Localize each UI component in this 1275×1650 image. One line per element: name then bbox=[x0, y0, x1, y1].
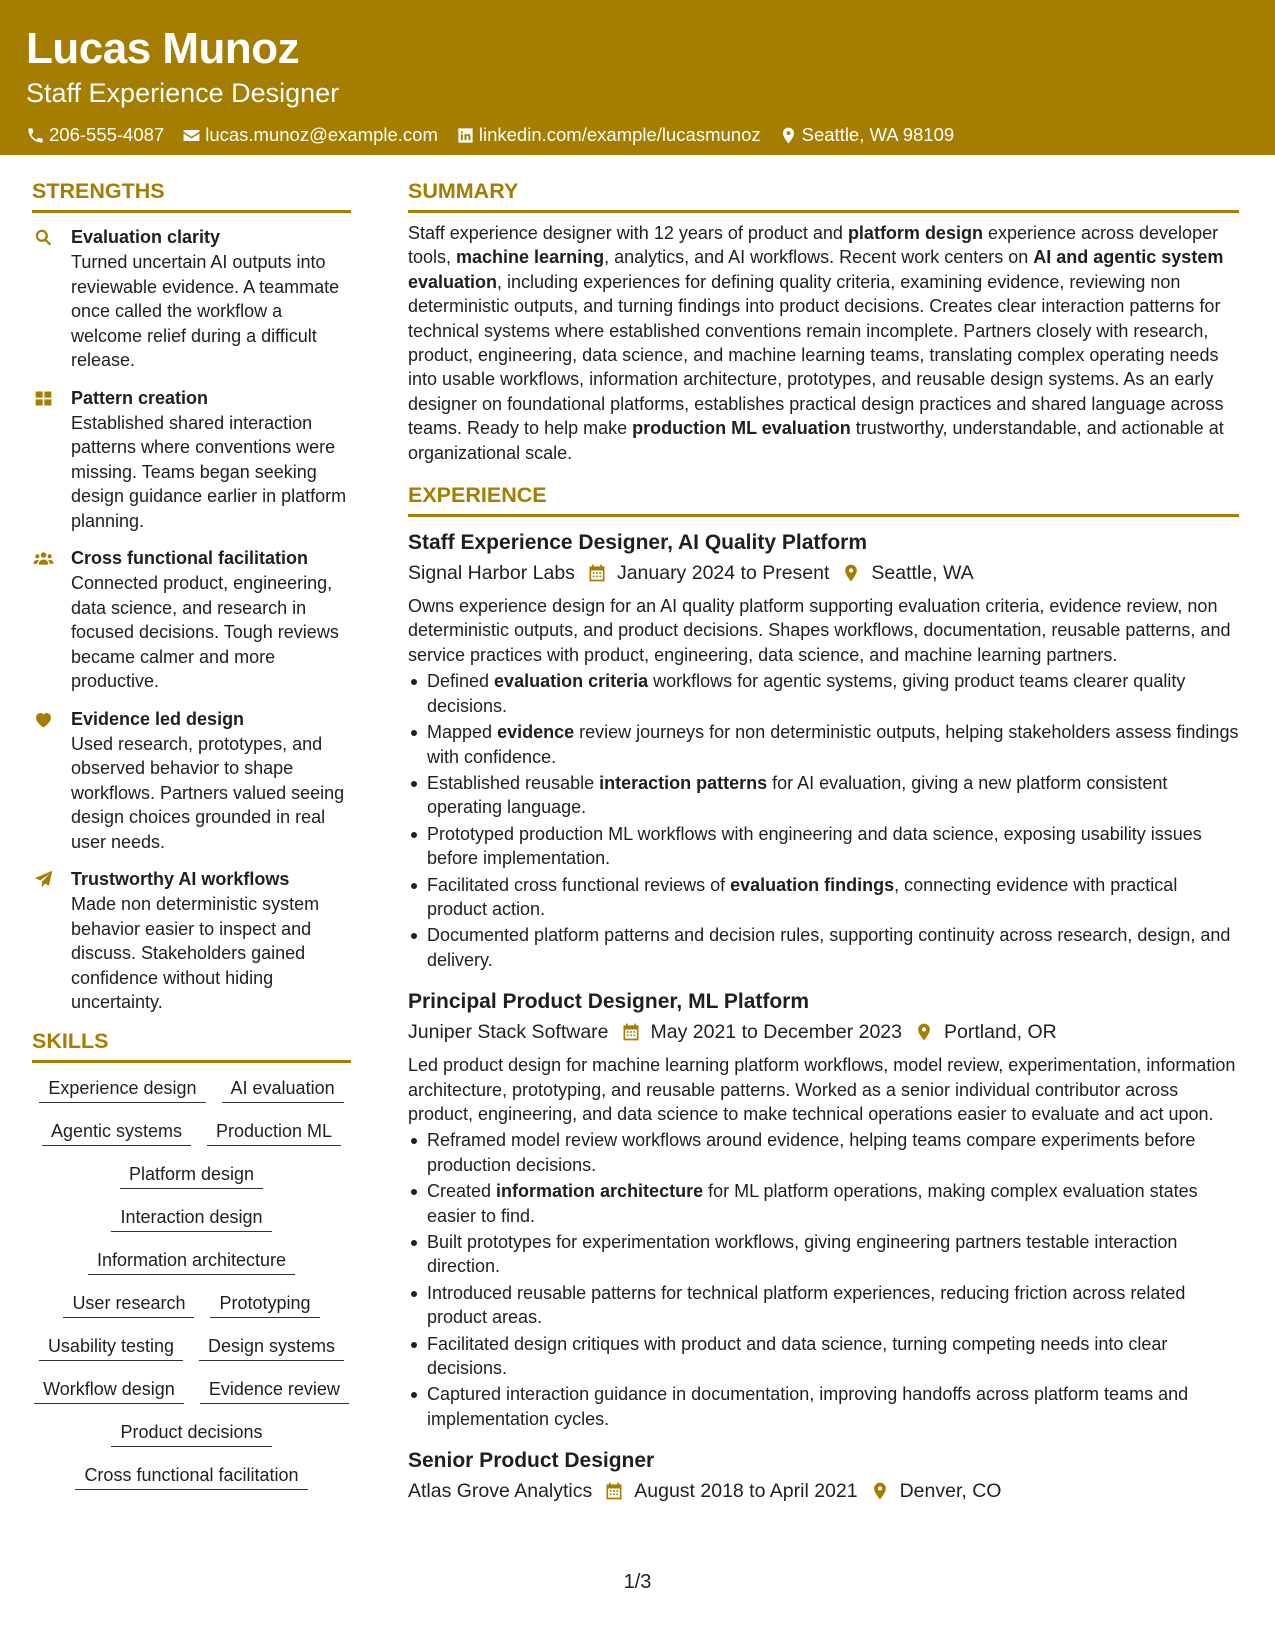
summary-paragraph bbox=[408, 221, 1239, 465]
calendar-icon bbox=[621, 1022, 641, 1042]
map-pin-icon bbox=[914, 1022, 934, 1042]
grid-icon bbox=[33, 388, 54, 409]
summary-text: , including experiences for defining quality criteria, examining evidence, reviewing non deterministic outputs, and turning findings into product decisions. Creates clear interaction patterns for technical systems where established conventions remain incomplete. Partners closely with research, product, engineering, data science, and machine learning teams, translating complex operating needs into usable workflows, information architecture, prototypes, and reusable design systems. As an early designer on foundational platforms, establishes practical design practices and shared language across teams. Ready to help make bbox=[408, 271, 1224, 439]
summary-bold: machine learning bbox=[456, 247, 605, 268]
skills-section bbox=[32, 1028, 351, 1490]
bullet-text: Created bbox=[427, 1181, 497, 1202]
job-location: Portland, OR bbox=[944, 1021, 1057, 1044]
strength-desc: Connected product, engineering, data science, and research in focused decisions. Tough reviews became calmer and more productive. bbox=[71, 573, 339, 691]
job-meta bbox=[408, 559, 1239, 587]
contact-bar bbox=[26, 123, 1275, 147]
bullet-item bbox=[408, 873, 1239, 922]
map-pin-icon bbox=[870, 1481, 890, 1501]
bullet-text: Defined bbox=[427, 671, 495, 692]
strength-desc: Turned uncertain AI outputs into reviewable evidence. A teammate once called the workflow a welcome relief during a difficult release. bbox=[71, 252, 340, 370]
bullet-text: Captured interaction guidance in documentation, improving handoffs across platform teams and implementation cycles. bbox=[427, 1384, 1189, 1429]
bullet-item bbox=[408, 1179, 1239, 1228]
resume-header bbox=[0, 0, 1275, 155]
bullet-item bbox=[408, 1230, 1239, 1279]
bullet-bold: evidence bbox=[497, 722, 575, 743]
skill-tag: Workflow design bbox=[34, 1376, 184, 1404]
job-dates: May 2021 to December 2023 bbox=[650, 1021, 902, 1044]
bullet-item bbox=[408, 1332, 1239, 1381]
skill-tag: Interaction design bbox=[111, 1204, 271, 1232]
job-company: Juniper Stack Software bbox=[408, 1021, 609, 1044]
envelope-icon bbox=[182, 126, 201, 145]
linkedin-text: linkedin.com/example/lucasmunoz bbox=[478, 124, 761, 145]
job-title: Principal Product Designer, ML Platform bbox=[408, 990, 810, 1014]
job-location: Seattle, WA bbox=[871, 562, 974, 585]
contact-phone[interactable] bbox=[26, 123, 164, 147]
bullet-item bbox=[408, 771, 1239, 820]
skills-heading: SKILLS bbox=[32, 1028, 351, 1063]
summary-text: experience across developer tools, bbox=[408, 223, 1219, 268]
experience-section bbox=[408, 482, 1239, 1505]
phone-text: 206-555-4087 bbox=[49, 124, 165, 145]
right-column bbox=[408, 178, 1239, 1505]
skill-tag: Prototyping bbox=[210, 1290, 319, 1318]
strength-item bbox=[32, 707, 351, 855]
strength-item bbox=[32, 386, 351, 534]
skill-tag: User research bbox=[63, 1290, 194, 1318]
skills-list bbox=[32, 1075, 351, 1490]
job-title: Senior Product Designer bbox=[408, 1449, 655, 1473]
bullet-bold: evaluation findings bbox=[730, 874, 895, 895]
strength-title: Trustworthy AI workflows bbox=[71, 869, 290, 889]
strengths-heading: STRENGTHS bbox=[32, 178, 351, 213]
page-number: 1/3 bbox=[623, 1571, 652, 1593]
left-column bbox=[32, 178, 351, 1490]
skill-tag: Platform design bbox=[120, 1161, 263, 1189]
bullet-text: Introduced reusable patterns for technical platform experiences, reducing friction across related product areas. bbox=[427, 1282, 1186, 1328]
bullet-text: Prototyped production ML workflows with engineering and data science, exposing usability issues before implementation. bbox=[427, 823, 1202, 869]
skill-tag: Information architecture bbox=[88, 1247, 295, 1275]
linkedin-icon bbox=[456, 126, 475, 145]
candidate-name: Lucas Munoz bbox=[26, 24, 300, 73]
heart-icon bbox=[33, 709, 54, 730]
summary-text: trustworthy, understandable, and actionable at organizational scale. bbox=[408, 418, 1224, 463]
strength-item bbox=[32, 546, 351, 694]
skill-tag: Evidence review bbox=[200, 1376, 349, 1404]
bullet-item bbox=[408, 669, 1239, 718]
job-description: Led product design for machine learning platform workflows, model review, experimentation, information architecture, prototyping, and reusable patterns. Worked as a senior individual contributor across product, engineering, and data science to make technical operations easier to evaluate and act upon. bbox=[408, 1055, 1236, 1124]
bullet-item bbox=[408, 1128, 1239, 1177]
bullet-text: Mapped bbox=[427, 722, 498, 743]
bullet-text: for AI evaluation, giving a new platform consistent operating language. bbox=[427, 772, 1168, 818]
candidate-role: Staff Experience Designer bbox=[26, 78, 340, 108]
strength-item bbox=[32, 225, 351, 373]
skill-tag: Usability testing bbox=[39, 1333, 183, 1361]
job-meta bbox=[408, 1018, 1239, 1046]
bullet-text: for ML platform operations, making complex evaluation states easier to find. bbox=[427, 1181, 1198, 1226]
job-bullets bbox=[408, 669, 1239, 972]
strength-desc: Established shared interaction patterns where conventions were missing. Teams began seeking design guidance earlier in platform planning. bbox=[71, 412, 347, 531]
bullet-text: Built prototypes for experimentation workflows, giving engineering partners testable interaction direction. bbox=[427, 1232, 1178, 1277]
bullet-text: review journeys for non deterministic outputs, helping stakeholders assess findings with confidence. bbox=[427, 722, 1239, 767]
paper-plane-icon bbox=[33, 869, 54, 890]
job-dates: January 2024 to Present bbox=[616, 562, 830, 585]
job-title: Staff Experience Designer, AI Quality Platform bbox=[408, 531, 868, 555]
strength-item bbox=[32, 867, 351, 1015]
job-entry bbox=[408, 529, 1239, 972]
calendar-icon bbox=[604, 1481, 624, 1501]
contact-email[interactable] bbox=[182, 123, 438, 147]
skill-tag: Design systems bbox=[199, 1333, 344, 1361]
strengths-list bbox=[32, 225, 351, 1015]
experience-heading: EXPERIENCE bbox=[408, 482, 1239, 517]
contact-location bbox=[779, 123, 955, 147]
bullet-text: , connecting evidence with practical product action. bbox=[427, 874, 1178, 919]
contact-linkedin[interactable] bbox=[456, 123, 761, 147]
map-pin-icon bbox=[841, 563, 861, 583]
summary-bold: production ML evaluation bbox=[632, 418, 851, 439]
job-meta bbox=[408, 1477, 1239, 1505]
map-pin-icon bbox=[779, 126, 798, 145]
strength-title: Pattern creation bbox=[71, 387, 209, 408]
bullet-item bbox=[408, 1281, 1239, 1330]
skill-tag: Agentic systems bbox=[42, 1118, 191, 1146]
strength-title: Cross functional facilitation bbox=[71, 548, 309, 568]
bullet-text: Reframed model review workflows around evidence, helping teams compare experiments before production decisions. bbox=[427, 1130, 1196, 1175]
bullet-text: Facilitated design critiques with product and data science, turning competing needs into clear decisions. bbox=[427, 1333, 1168, 1379]
skill-tag: AI evaluation bbox=[222, 1075, 344, 1103]
bullet-item bbox=[408, 923, 1239, 972]
bullet-bold: information architecture bbox=[496, 1181, 704, 1202]
phone-icon bbox=[26, 126, 45, 145]
skill-tag: Production ML bbox=[207, 1118, 341, 1146]
bullet-text: workflows for agentic systems, giving product teams clearer quality decisions. bbox=[427, 671, 1186, 716]
strength-desc: Used research, prototypes, and observed behavior to shape workflows. Partners valued seeing design choices grounded in real user needs. bbox=[71, 733, 345, 852]
search-icon bbox=[33, 227, 54, 248]
bullet-item bbox=[408, 1382, 1239, 1431]
email-text: lucas.munoz@example.com bbox=[205, 124, 438, 145]
skill-tag: Cross functional facilitation bbox=[75, 1462, 307, 1490]
strength-title: Evidence led design bbox=[71, 708, 245, 729]
summary-bold: platform design bbox=[847, 223, 983, 243]
bullet-bold: evaluation criteria bbox=[494, 671, 649, 692]
bullet-text: Documented platform patterns and decision rules, supporting continuity across research, design, and delivery. bbox=[427, 925, 1231, 970]
bullet-text: Established reusable bbox=[427, 772, 600, 793]
job-location: Denver, CO bbox=[899, 1480, 1002, 1503]
bullet-item bbox=[408, 720, 1239, 769]
skill-tag: Product decisions bbox=[111, 1419, 271, 1447]
bullet-item bbox=[408, 822, 1239, 871]
job-bullets bbox=[408, 1128, 1239, 1431]
calendar-icon bbox=[587, 563, 607, 583]
location-text: Seattle, WA 98109 bbox=[801, 124, 955, 145]
bullet-text: Facilitated cross functional reviews of bbox=[427, 874, 731, 895]
strength-desc: Made non deterministic system behavior easier to inspect and discuss. Stakeholders gained confidence without hiding uncertainty. bbox=[71, 894, 320, 1012]
job-entry bbox=[408, 1447, 1239, 1505]
summary-text: Staff experience designer with 12 years of product and bbox=[408, 223, 848, 243]
bullet-bold: interaction patterns bbox=[599, 772, 768, 793]
job-list bbox=[408, 529, 1239, 1505]
summary-bold: AI and agentic system evaluation bbox=[408, 247, 1224, 292]
job-dates: August 2018 to April 2021 bbox=[634, 1480, 858, 1503]
job-company: Signal Harbor Labs bbox=[408, 562, 575, 585]
skill-tag: Experience design bbox=[39, 1075, 205, 1103]
summary-text: , analytics, and AI workflows. Recent work centers on bbox=[604, 247, 1034, 268]
job-description: Owns experience design for an AI quality platform supporting evaluation criteria, evidence review, non deterministic outputs, and product decisions. Shapes workflows, documentation, reusable patterns, and service practices with product, engineering, data science, and machine learning partners. bbox=[408, 596, 1231, 665]
strength-title: Evaluation clarity bbox=[71, 227, 221, 247]
job-company: Atlas Grove Analytics bbox=[408, 1480, 593, 1503]
summary-heading: SUMMARY bbox=[408, 178, 1239, 213]
job-entry bbox=[408, 988, 1239, 1431]
users-icon bbox=[33, 548, 54, 569]
